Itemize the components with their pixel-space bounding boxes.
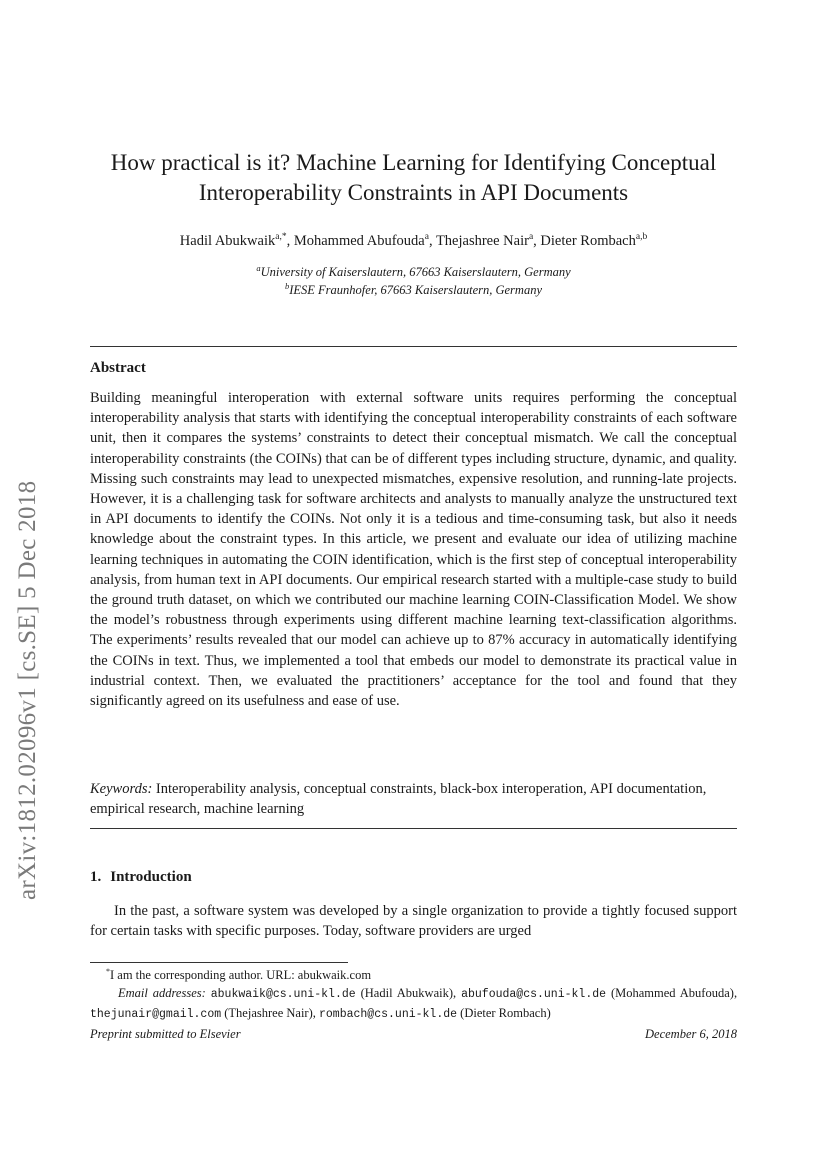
affiliations — [90, 263, 737, 299]
author-affiliation-marker: a,* — [275, 232, 287, 243]
email-entry — [319, 1006, 551, 1020]
footnote-corresponding-text: I am the corresponding author. URL: abukwaik.com — [110, 968, 372, 982]
email-entry: abukwaik@cs.uni-kl.de (Hadil Abukwaik), — [210, 986, 462, 1001]
affiliation — [90, 281, 737, 299]
paper-title — [90, 148, 737, 208]
abstract-heading: Abstract — [90, 360, 146, 376]
footer-date: December 6, 2018 — [645, 1027, 737, 1041]
footnote-marker: * — [106, 966, 110, 976]
affiliation-marker: a — [256, 262, 261, 273]
arxiv-identifier[interactable]: arXiv:1812.02096v1 [cs.SE] 5 Dec 2018 — [14, 480, 41, 900]
author-affiliation-marker: a — [528, 232, 534, 243]
email-link[interactable]: rombach@cs.uni-kl.de — [319, 1008, 458, 1021]
author-name: Dieter Rombach — [540, 233, 636, 249]
affiliation — [90, 263, 737, 281]
footnote-emails — [90, 984, 737, 1024]
introduction-text: In the past, a software system was developed by a single organization to provide a tightly focused support for certain tasks with specific purposes. Today, software providers are urged — [90, 903, 737, 940]
footnotes — [90, 966, 737, 1024]
footnote-corresponding — [90, 966, 737, 984]
author: Hadil Abukwaik$^{a,*}$, — [179, 232, 294, 249]
email-owner: (Thejashree Nair) — [224, 1006, 313, 1020]
email-link[interactable]: abukwaik@cs.uni-kl.de — [210, 988, 356, 1001]
email-entry: abufouda@cs.uni-kl.de (Mohammed Abufouda), — [461, 986, 738, 1001]
author-list — [90, 231, 737, 251]
section-heading — [90, 869, 192, 886]
email-link[interactable]: thejunair@gmail.com — [90, 1008, 222, 1021]
author-affiliation-marker: a,b — [635, 232, 648, 243]
abstract-top-rule — [90, 346, 737, 347]
keywords-text: Interoperability analysis, conceptual constraints, black-box interoperation, API documentation, empirical research, machine learning — [90, 781, 707, 818]
author-name: Thejashree Nair — [435, 233, 529, 249]
footnote-rule — [90, 962, 348, 963]
email-owner: (Hadil Abukwaik) — [360, 986, 454, 1000]
email-owner: (Dieter Rombach) — [460, 1006, 551, 1020]
email-entry: thejunair@gmail.com (Thejashree Nair), — [90, 1006, 319, 1021]
abstract-text: Building meaningful interoperation with external software units requires performing the conceptual interoperability analysis that starts with identifying the conceptual interoperability constraints of each software unit, then it compares the systems’ constraints to detect their conceptual mismatch. We call the conceptual interoperability constraints (the COINs) that can be of different types including structure, dynamic, and quality. Missing such constraints may lead to unexpected mismatches, expensive resolution, and running-late projects. However, it is a challenging task for software architects and analysts to manually analyze the unstructured text in API documents to identify the COINs. Not only it is a tedious and time-consuming task, but also it needs knowledge about the constraint types. In this article, we present and evaluate our idea of utilizing machine learning techniques in automating the COIN identification, which is the first step of conceptual interoperability analysis, from human text in API documents. Our empirical research started with a multiple-case study to build the ground truth dataset, on which we contributed our machine learning COIN-Classification Model. We show the model’s robustness through experiments using different machine learning text-classification algorithms. The experiments’ results revealed that our model can achieve up to 87% accuracy in automatically identifying the COINs in text. Thus, we implemented a tool that embeds our model to demonstrate its practical value in industrial context. Then, we evaluated the practitioners’ acceptance for the tool and found that they significantly agreed on its usefulness and ease of use. — [90, 390, 737, 710]
affiliation-marker: b — [284, 280, 290, 291]
keywords — [90, 779, 737, 819]
email-label: Email addresses: — [118, 986, 206, 1000]
author-affiliation-marker: a — [424, 232, 429, 243]
footer-preprint-note: Preprint submitted to Elsevier — [90, 1027, 241, 1041]
title-line-1: How practical is it? Machine Learning for Identifying Conceptual — [110, 150, 717, 175]
section-number: 1. — [90, 869, 102, 885]
author — [540, 233, 647, 249]
email-owner: (Mohammed Abufouda) — [610, 986, 734, 1000]
title-line-2: Interoperability Constraints in API Documents — [198, 180, 629, 205]
author-name: Mohammed Abufouda — [293, 233, 425, 249]
author: Mohammed Abufouda$^a$, — [293, 232, 436, 249]
email-link[interactable]: abufouda@cs.uni-kl.de — [461, 988, 607, 1001]
author: Thejashree Nair$^a$, — [435, 232, 541, 249]
affiliation-text: IESE Fraunhofer, 67663 Kaiserslautern, Germany — [289, 283, 542, 297]
abstract-bottom-rule — [90, 828, 737, 829]
affiliation-text: University of Kaiserslautern, 67663 Kaiserslautern, Germany — [260, 265, 571, 279]
author-name: Hadil Abukwaik — [179, 233, 276, 249]
keywords-label: Keywords: — [90, 781, 153, 797]
section-title: Introduction — [110, 869, 192, 885]
